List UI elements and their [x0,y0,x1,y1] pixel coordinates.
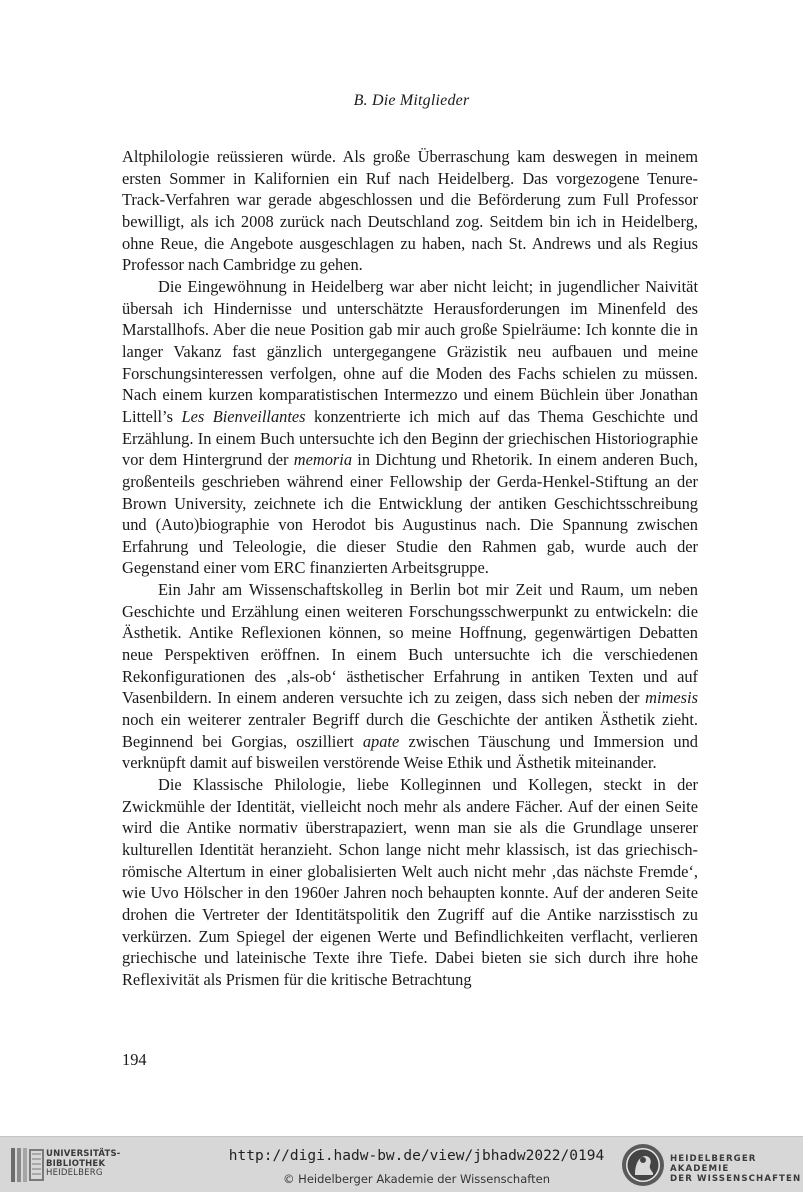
academy-name-line-2: DER WISSENSCHAFTEN [670,1174,802,1184]
body-paragraph [122,579,698,774]
copyright-notice: © Heidelberger Akademie der Wissenschaften [283,1172,550,1186]
paragraph-text: in Dichtung und Rhetorik. In einem anderen Buch, großenteils geschrieben während einer Fellowship der Gerda-Henkel-Stiftung an der Brown University, zeichnete ich die Entwicklung der antiken Geschichtsschreibung und (Auto)biographie von Herodot bis Augustinus nach. Die Spannung zwischen Erfahrung und Teleologie, die dieser Studie den Rahmen gab, wurde auch der Gegenstand einer vom ERC finanzierten Arbeitsgruppe. [122,450,698,578]
library-name-line-3: HEIDELBERG [46,1168,103,1178]
academy-seal-icon [620,1142,666,1188]
body-paragraph [122,276,698,579]
paragraph-text: Die Klassische Philologie, liebe Kolleginnen und Kollegen, steckt in der Zwickmühle der Identität, vielleicht noch mehr als andere Fächer. Auf der einen Seite wird die Antike normativ überstrapaziert, wenn man sie als die Grundlage unserer kulturellen Identität heranzieht. Schon lange nicht mehr klassisch, ist das griechisch-römische Altertum in einer globalisierten Welt auch nicht mehr ‚das nächste Fremde‘, wie Uvo Hölscher in den 1960er Jahren noch behaupten konnte. Auf der anderen Seite drohen die Vertreter der Identitätspolitik den Zugriff auf die Antike narzisstisch zu verkürzen. Zum Spiegel der eigenen Werte und Befindlichkeiten verflacht, verlieren griechische und lateinische Texte ihre Tiefe. Dabei bieten sie sich durch ihre hohe Reflexivität als Prismen für die kritische Betrachtung [122,775,698,989]
body-paragraph [122,774,698,991]
academy-name [670,1154,803,1184]
body-text [122,146,698,991]
italic-term: apate [362,731,400,751]
paragraph-text: Altphilologie reüssieren würde. Als große Überraschung kam deswegen in meinem ersten Sommer in Kalifornien ein Ruf nach Heidelberg. Das vorgezogene Tenure-Track-Verfahren war gerade abgeschlossen und die Beförderung zum Full Professor bewilligt, als ich 2008 zurück nach Deutschland zog. Seitdem bin ich in Heidelberg, ohne Reue, die Angebote ausgeschlagen zu haben, nach St. Andrews und als Regius Professor nach Cambridge zu gehen. [122,147,698,275]
academy-name-line-1: HEIDELBERGER AKADEMIE [670,1154,757,1174]
italic-term: Les Bienveillantes [181,406,306,426]
viewer-footer [0,1136,803,1192]
italic-term: memoria [293,450,353,470]
paragraph-text: Ein Jahr am Wissenschaftskolleg in Berlin bot mir Zeit und Raum, um neben Geschichte und Erzählung einen weiteren Forschungsschwerpunkt zu entwickeln: die Ästhetik. Antike Reflexionen können, so meine Hoffnung, gegenwärtigen Debatten neue Perspektiven eröffnen. In einem Buch untersuchte ich die verschiedenen Rekonfigurationen des ‚als-ob‘ ästhetischer Erfahrung in antiken Texten und auf Vasenbildern. In einem anderen versuchte ich zu zeigen, dass sich neben der [122,580,698,708]
paragraph-text: konzentrierte ich mich auf das Thema Geschichte und Erzählung. In einem Buch untersuchte ich den Beginn der griechischen Historiographie vor dem Hintergrund der [122,406,698,470]
library-name-line-1: UNIVERSITÄTS- [46,1149,121,1159]
page-number: 194 [122,1050,147,1069]
italic-term: mimesis [645,688,698,708]
paragraph-text: zwischen Täuschung und Immersion und verknüpft damit auf bisweilen verstörende Weise Ethik und Ästhetik miteinander. [122,731,698,773]
permalink-url[interactable]: http://digi.hadw-bw.de/view/jbhadw2022/0194 [228,1148,605,1164]
running-head: B. Die Mitglieder [353,92,470,109]
library-name-line-2: BIBLIOTHEK [46,1158,106,1169]
body-paragraph [122,146,698,276]
paragraph-text: Die Eingewöhnung in Heidelberg war aber nicht leicht; in jugendlicher Naivität übersah ich Hindernisse und unterschätzte Herausforderungen im Minenfeld des Marstallhofs. Aber die neue Position gab mir auch große Spielräume: Ich konnte die in langer Vakanz fast gänzlich untergegangene Gräzistik neu aufbauen und meine Forschungsinteressen verfolgen, ohne auf die Moden des Fachs schielen zu müssen. Nach einem kurzen komparatistischen Intermezzo und einem Büchlein über Jonathan Littell’s [122,276,698,426]
paragraph-text: noch ein weiterer zentraler Begriff durch die Geschichte der antiken Ästhetik zieht. Beginnend bei Gorgias, oszilliert [122,710,698,751]
